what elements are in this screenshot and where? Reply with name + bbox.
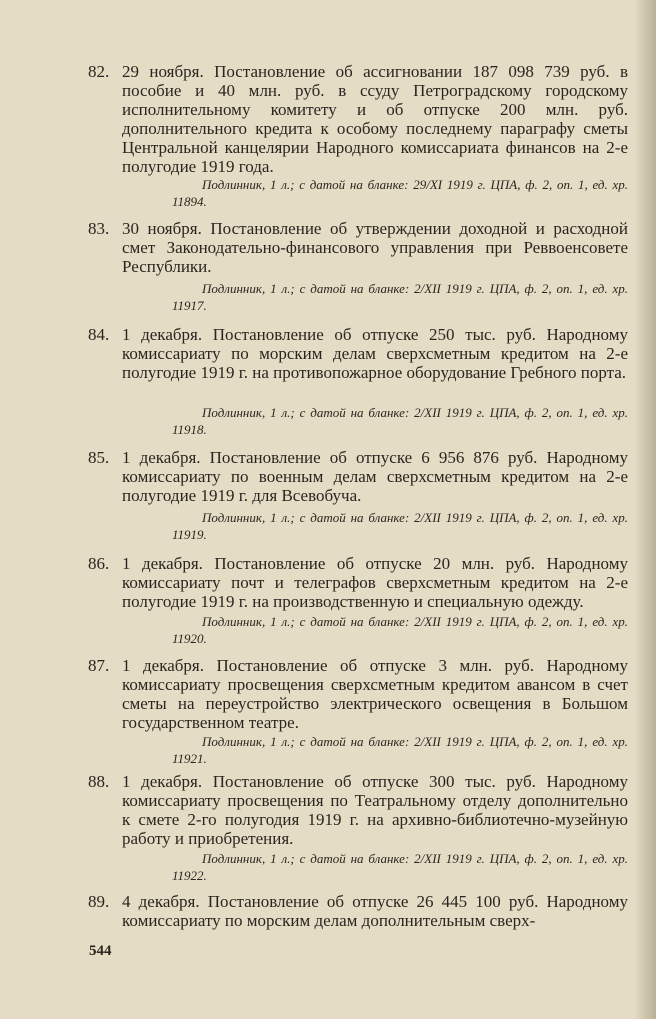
- entry-number: 87.: [88, 656, 110, 675]
- page-edge-shadow: [634, 0, 656, 1019]
- entry-text: 30 ноября. Постановление об утверждении доходной и расходной смет Законодательно-финансового управления при Реввоенсовете Республики.: [122, 219, 628, 276]
- entry-source-note: Подлинник, 1 л.; с датой на бланке: 2/XII 1919 г. ЦПА, ф. 2, оп. 1, ед. хр. 11921.: [172, 734, 628, 766]
- entry-source-note: Подлинник, 1 л.; с датой на бланке: 29/XI 1919 г. ЦПА, ф. 2, оп. 1, ед. хр. 11894.: [172, 177, 628, 209]
- entry-number: 86.: [88, 554, 110, 573]
- entry-number: 89.: [88, 892, 110, 911]
- entry-text: 1 декабря. Постановление об отпуске 6 956 876 руб. Народному комиссариату по военным делам сверхсметным кредитом на 2-е полугодие 1919 г. для Всевобуча.: [122, 448, 628, 505]
- page-number: 544: [89, 943, 112, 959]
- entry-source-note: Подлинник, 1 л.; с датой на бланке: 2/XII 1919 г. ЦПА, ф. 2, оп. 1, ед. хр. 11922.: [172, 851, 628, 883]
- entry-source-note: Подлинник, 1 л.; с датой на бланке: 2/XII 1919 г. ЦПА, ф. 2, оп. 1, ед. хр. 11917.: [172, 281, 628, 313]
- entry-text: 29 ноября. Постановление об ассигновании 187 098 739 руб. в пособие и 40 млн. руб. в ссуду Петроградскому городскому исполнительному комитету и об отпуске 200 млн. руб. дополнительного кредита к особому последнему параграфу сметы Центральной канцелярии Народного комиссариата финансов на 2-е полугодие 1919 года.: [122, 62, 628, 176]
- entry-number: 85.: [88, 448, 110, 467]
- entry-number: 84.: [88, 325, 110, 344]
- entry-text: 1 декабря. Постановление об отпуске 250 тыс. руб. Народному комиссариату по морским делам сверхсметным кредитом на 2-е полугодие 1919 г. на противопожарное оборудование Гребного порта.: [122, 325, 628, 382]
- entry-text: 4 декабря. Постановление об отпуске 26 445 100 руб. Народному комиссариату по морским делам дополнительным сверх-: [122, 892, 628, 930]
- entry-source-note: Подлинник, 1 л.; с датой на бланке: 2/XII 1919 г. ЦПА, ф. 2, оп. 1, ед. хр. 11918.: [172, 405, 628, 437]
- entry-text: 1 декабря. Постановление об отпуске 300 тыс. руб. Народному комиссариату просвещения по Театральному отделу дополнительно к смете 2-го полугодия 1919 г. на архивно-библиотечно-музейную работу и приобретения.: [122, 772, 628, 848]
- entry-source-note: Подлинник, 1 л.; с датой на бланке: 2/XII 1919 г. ЦПА, ф. 2, оп. 1, ед. хр. 11920.: [172, 614, 628, 646]
- entry-source-note: Подлинник, 1 л.; с датой на бланке: 2/XII 1919 г. ЦПА, ф. 2, оп. 1, ед. хр. 11919.: [172, 510, 628, 542]
- entry-number: 83.: [88, 219, 110, 238]
- entry-number: 82.: [88, 62, 110, 81]
- entry-number: 88.: [88, 772, 110, 791]
- entry-text: 1 декабря. Постановление об отпуске 3 млн. руб. Народному комиссариату просвещения сверхсметным кредитом авансом в счет сметы на переустройство электрического освещения в Большом государственном театре.: [122, 656, 628, 732]
- entry-text: 1 декабря. Постановление об отпуске 20 млн. руб. Народному комиссариату почт и телеграфов сверхсметным кредитом на 2-е полугодие 1919 г. на производственную и специальную одежду.: [122, 554, 628, 611]
